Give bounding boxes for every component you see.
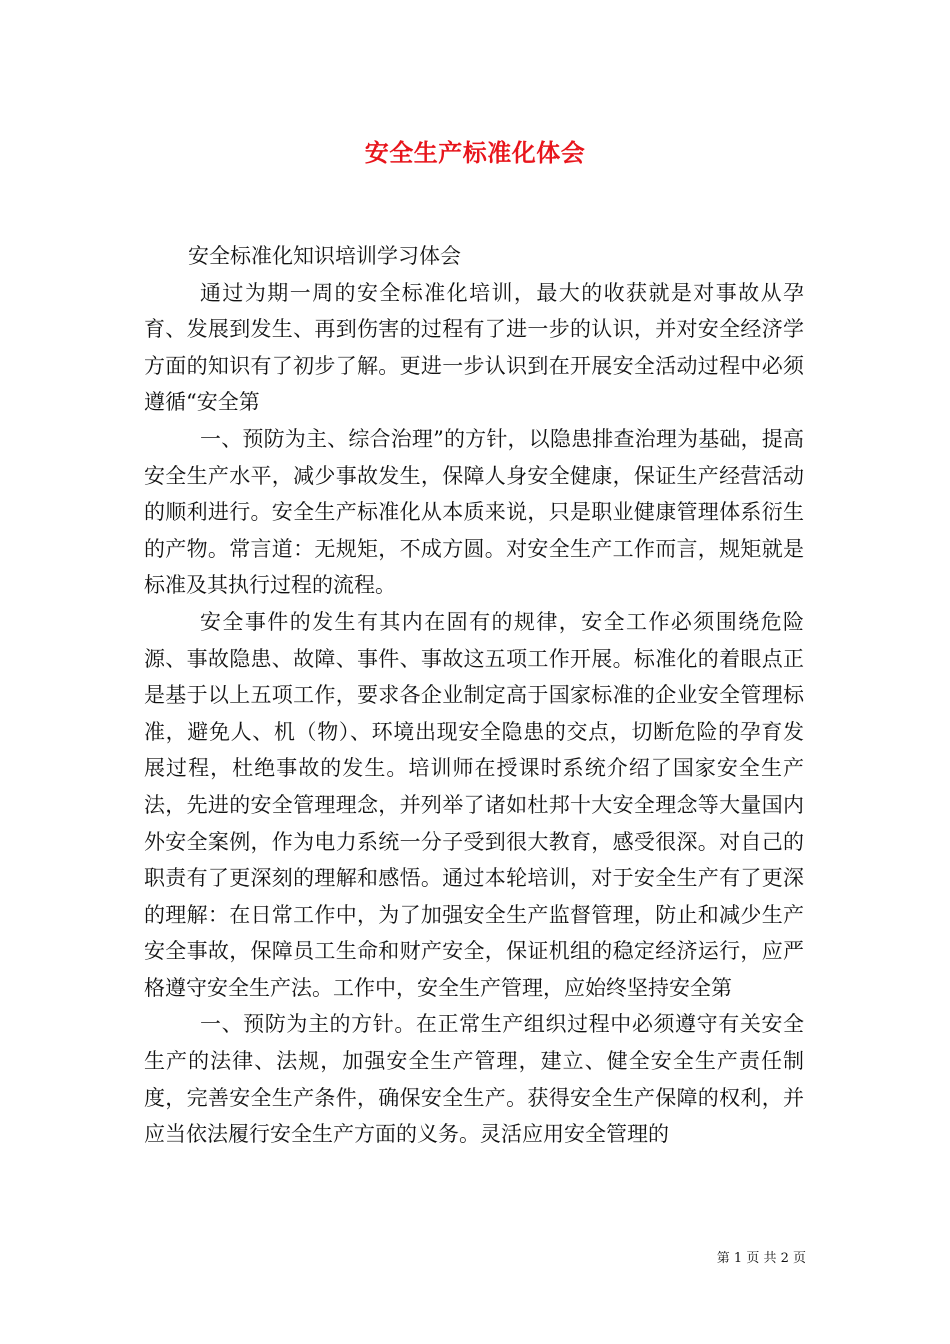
paragraph-2: 一、预防为主、综合治理”的方针，以隐患排查治理为基础，提高安全生产水平，减少事故发生，保障人身安全健康，保证生产经营活动的顺利进行。安全生产标准化从本质来说，只是职业健康管理体系衍生的产物。常言道：无规矩，不成方圆。对安全生产工作而言，规矩就是标准及其执行过程的流程。	[144, 426, 804, 598]
document-title: 安全生产标准化体会	[364, 138, 586, 167]
document-body	[144, 238, 804, 1153]
page-number-footer: 第 1 页 共 2 页	[716, 1251, 806, 1266]
paragraph-3: 安全事件的发生有其内在固有的规律，安全工作必须围绕危险源、事故隐患、故障、事件、事故这五项工作开展。标准化的着眼点正是基于以上五项工作，要求各企业制定高于国家标准的企业安全管理标准，避免人、机（物）、环境出现安全隐患的交点，切断危险的孕育发展过程，杜绝事故的发生。培训师在授课时系统介绍了国家安全生产法，先进的安全管理理念，并列举了诸如杜邦十大安全理念等大量国内外安全案例，作为电力系统一分子受到很大教育，感受很深。对自己的职责有了更深刻的理解和感悟。通过本轮培训，对于安全生产有了更深的理解：在日常工作中，为了加强安全生产监督管理，防止和减少生产安全事故，保障员工生命和财产安全，保证机组的稳定经济运行，应严格遵守安全生产法。工作中，安全生产管理，应始终坚持安全第	[144, 609, 804, 1000]
paragraph-4: 一、预防为主的方针。在正常生产组织过程中必须遵守有关安全生产的法律、法规，加强安全生产管理，建立、健全安全生产责任制度，完善安全生产条件，确保安全生产。获得安全生产保障的权利，并应当依法履行安全生产方面的义务。灵活应用安全管理的	[144, 1012, 804, 1147]
document-subtitle: 安全标准化知识培训学习体会	[188, 244, 461, 268]
paragraph-1: 通过为期一周的安全标准化培训，最大的收获就是对事故从孕育、发展到发生、再到伤害的过程有了进一步的认识，并对安全经济学方面的知识有了初步了解。更进一步认识到在开展安全活动过程中必须遵循“安全第	[144, 280, 804, 415]
